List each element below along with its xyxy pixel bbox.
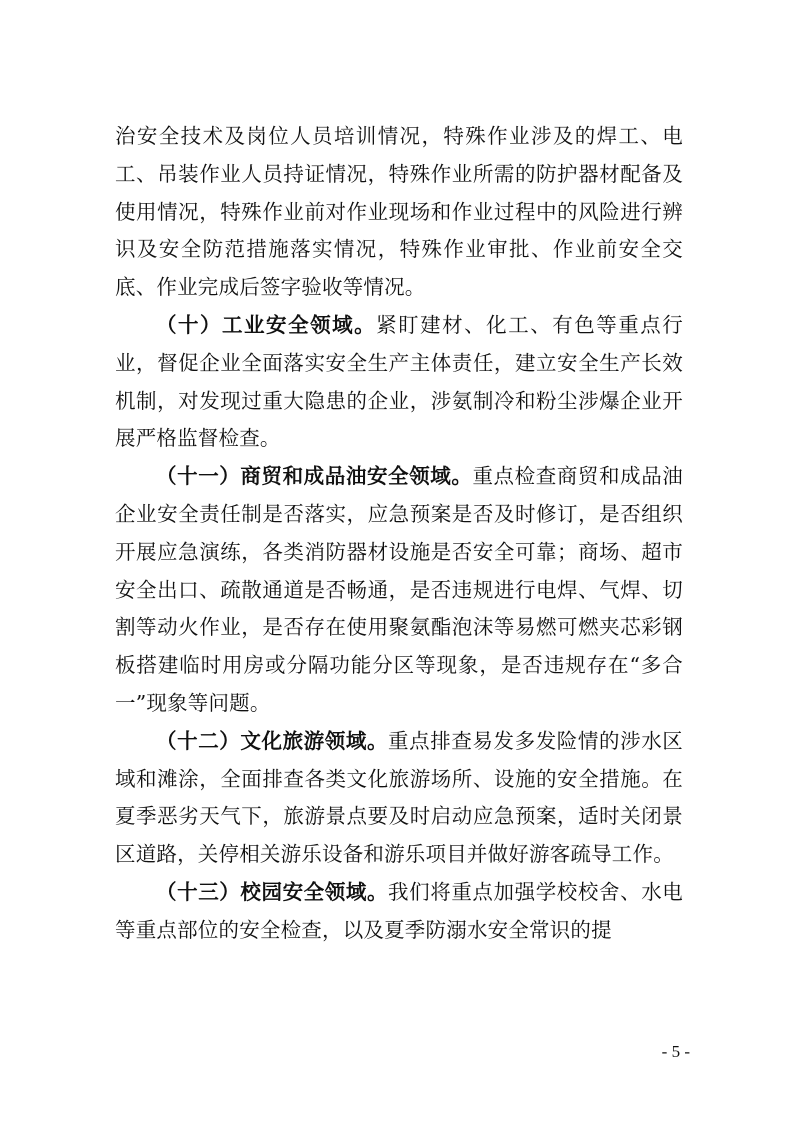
paragraph-industrial-safety	[115, 307, 683, 458]
page-number: - 5 -	[661, 1042, 690, 1061]
paragraph-text: 紧盯建材、化工、有色等重点行业，督促企业全面落实安全生产主体责任，建立安全生产长效机制，对发现过重大隐患的企业，涉氨制冷和粉尘涉爆企业开展严格监督检查。	[115, 312, 683, 451]
paragraph-continuation	[115, 118, 683, 307]
paragraph-text: 重点检查商贸和成品油企业安全责任制是否落实，应急预案是否及时修订，是否组织开展应急演练，各类消防器材设施是否安全可靠；商场、超市安全出口、疏散通道是否畅通，是否违规进行电焊、气焊、切割等动火作业，是否存在使用聚氨酯泡沫等易燃可燃夹芯彩钢板搭建临时用房或分隔功能分区等现象，是否违规存在“多合一”现象等问题。	[115, 464, 683, 715]
body-text	[115, 118, 683, 950]
paragraph-campus-safety	[115, 874, 683, 950]
paragraph-text: 我们将重点加强学校校舍、水电等重点部位的安全检查，以及夏季防溺水安全常识的提	[115, 879, 683, 942]
paragraph-text: 治安全技术及岗位人员培训情况，特殊作业涉及的焊工、电工、吊装作业人员持证情况，特殊作业所需的防护器材配备及使用情况，特殊作业前对作业现场和作业过程中的风险进行辨识及安全防范措施落实情况，特殊作业审批、作业前安全交底、作业完成后签字验收等情况。	[115, 124, 683, 300]
section-heading: （十二）文化旅游领域。	[156, 728, 389, 753]
paragraph-commerce-oil-safety	[115, 458, 683, 723]
section-heading: （十三）校园安全领域。	[156, 879, 389, 904]
section-heading: （十一）商贸和成品油安全领域。	[156, 464, 473, 489]
paragraph-culture-tourism	[115, 723, 683, 874]
section-heading: （十）工业安全领域。	[156, 312, 377, 337]
paragraph-text: 重点排查易发多发险情的涉水区域和滩涂，全面排查各类文化旅游场所、设施的安全措施。在夏季恶劣天气下，旅游景点要及时启动应急预案，适时关闭景区道路，关停相关游乐设备和游乐项目并做好游客疏导工作。	[115, 728, 683, 867]
